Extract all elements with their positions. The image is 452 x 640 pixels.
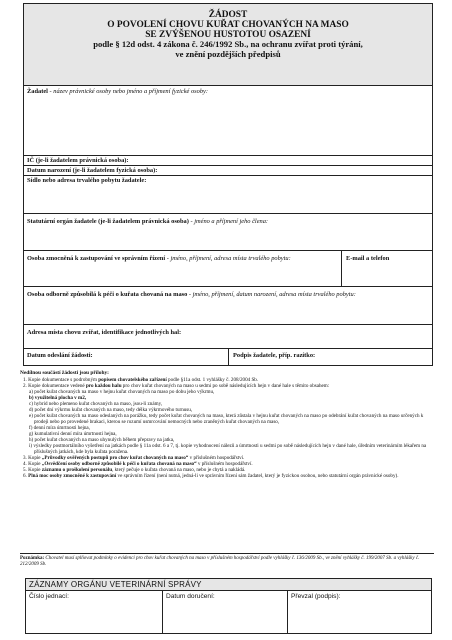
email-phone-label: E-mail a telefon — [346, 255, 390, 262]
records-title: ZÁZNAMY ORGÁNU VETERINÁRNÍ SPRÁVY — [26, 579, 431, 591]
form-legal-basis: podle § 12d odst. 4 zákona č. 246/1992 Sb., na ochranu zvířat proti týrání, — [93, 39, 363, 50]
delivery-date-cell[interactable]: Datum doručení: — [163, 591, 288, 633]
caretaker-label: Osoba odborně způsobilá k péči o kuřata chovaná na maso — [27, 291, 188, 298]
attachment-sub-f: f) denní míra úmrtnosti hejna, — [29, 425, 90, 431]
statutory-field[interactable] — [24, 214, 432, 251]
reference-number-cell[interactable]: Číslo jednací: — [26, 591, 163, 633]
note-separator — [20, 553, 434, 554]
farm-address-field[interactable] — [24, 325, 432, 349]
attachment-item-4: 4. Kopie „Osvědčení osoby odborně způsobilé k péči o kuřata chovaná na maso“ v příslušném hospodářství. — [23, 461, 253, 467]
note — [20, 556, 434, 568]
statutory-label: Statutární orgán žadatele (je-li žadatelem právnická osoba) — [27, 218, 189, 225]
form-header — [24, 4, 432, 86]
applicant-hint: - název právnické osoby nebo jméno a příjmení fyzické osoby: — [47, 88, 209, 95]
attachment-item-1: 1. Kopie dokumentace s podrobným popisem chovatelského zařízení podle §11a odst. 1 vyhlášky č. 208/2004 Sb. — [23, 377, 259, 383]
attachment-sub-c: c) hybrid nebo plemeno kuřat chovaných na maso, jsou-li známy, — [29, 401, 163, 407]
applicant-field[interactable] — [24, 86, 432, 156]
date-signature-row — [24, 349, 432, 366]
attachment-item-2: 2. Kopie dokumentace vedené pro každou halu pro chov kuřat chovaných na maso u sedmi po sobě následujících hejn v dané hale s těmito obsahem: — [23, 383, 330, 389]
application-form — [23, 3, 433, 366]
attachment-sub-i: i) výsledky postmortálního vyšetření na jatkách podle § 11a odst. 6 a 7, tj. kopie vyhodnocení nálezů a úmrtnosti u sedmi po sobě následujících hejn v dané hale, úředním veterinárním lékařem na příslušných jatkách, kde byla kuřata poražena. — [29, 443, 427, 455]
representative-divider — [341, 251, 342, 286]
representative-label: Osoba zmocněná k zastupování ve správním řízení — [27, 255, 166, 262]
form-title-line2: O POVOLENÍ CHOVU KUŘAT CHOVANÝCH NA MASO — [107, 19, 349, 30]
signature-label[interactable]: Podpis žadatele, příp. razítko: — [233, 352, 316, 359]
attachment-sub-b: b) využitelná plocha v m2, — [29, 395, 87, 401]
attachments-list — [20, 370, 434, 479]
seat-field[interactable] — [24, 176, 432, 214]
attachment-sub-h: h) počet kuřat chovaných na maso uhynulých během přepravy na jatka, — [29, 437, 175, 443]
note-text: Chovatel musí splňovat podmínky o evidenci pro chov kuřat chovaných na maso v příslušném hospodářství podle vyhlášky č. 136/2009 Sb., ve znění vyhlášky č. 199/2007 Sb. a vyhlášky č. 212/2009 Sb. — [20, 556, 420, 567]
representative-field[interactable] — [24, 251, 432, 287]
farm-address-label: Adresa místa chovu zvířat, identifikace jednotlivých hal: — [27, 329, 182, 336]
seat-label: Sídlo nebo adresa trvalého pobytu žadatele: — [27, 177, 147, 184]
records-row — [26, 591, 431, 633]
attachment-sub-d: d) počet dní výkrmu kuřat chovaných na maso, tedy délka výkrmového turnusu, — [29, 407, 193, 413]
birthdate-field[interactable] — [24, 166, 432, 176]
form-title-line3: SE ZVÝŠENOU HUSTOTOU OSAZENÍ — [145, 29, 311, 40]
attachment-item-6: 6. Plná moc osoby zmocněné k zastupování ve správním řízení (není nutná, jedná-li ve správním řízení sám žadatel, který je fyzickou osobou, nebo statutární orgán právnické osoby). — [23, 473, 399, 479]
records-table — [25, 578, 432, 634]
form-title: ŽÁDOST — [208, 10, 248, 20]
attachment-sub-a: a) počet kuřat chovaných na maso v hejnu kuřat chovaných na maso po dobu jeho výkrmu, — [29, 389, 215, 395]
statutory-hint: - jméno a příjmení jeho člena: — [188, 218, 269, 225]
submission-date-label[interactable]: Datum odeslání žádosti: — [27, 352, 93, 359]
form-legal-basis-line2: ve znění pozdějších předpisů — [175, 49, 281, 60]
applicant-label: Žadatel — [27, 88, 48, 95]
caretaker-hint: - jméno, příjmení, datum narození, adresa místa trvalého pobytu: — [187, 291, 356, 298]
note-label: Poznámka: — [20, 556, 45, 561]
attachment-sub-e: e) počet kuřat chovaných na maso odeslaných na porážku, tedy počet kuřat chovaných na maso, která zůstala v hejnu kuřat chovaných na maso po odebrání kuřat chovaných na maso určených k prodeji nebo po provedené brakaci, kterou se rozumí usmrcování nemocných nebo zraněných kuřat chovaných na maso, — [29, 413, 424, 425]
attachment-item-5: 5. Kopie záznamu o proškolení personálu, který pečuje o kuřata chovaná na maso, nebo je chytá a nakládá. — [23, 467, 246, 473]
representative-hint: - jméno, příjmení, adresa místa trvalého pobytu: — [165, 255, 291, 262]
received-by-cell[interactable]: Převzal (podpis): — [291, 593, 341, 600]
attachment-item-3: 3. Kopie „Průvodky ověřených postupů pro chov kuřat chovaných na maso“ v příslušném hospodářství. — [23, 455, 245, 461]
attachment-sub-g: g) kumulativní denní míra úmrtnosti hejna, — [29, 431, 117, 437]
birthdate-label: Datum narození (je-li žadatelem fyzická osoba): — [27, 167, 158, 174]
attachments-title: Nedílnou součástí žádosti jsou přílohy: — [20, 370, 109, 376]
date-signature-divider — [228, 349, 229, 366]
ic-label: IČ (je-li žadatelem právnická osoba): — [27, 157, 129, 164]
caretaker-field[interactable] — [24, 287, 432, 325]
ic-field[interactable] — [24, 156, 432, 166]
